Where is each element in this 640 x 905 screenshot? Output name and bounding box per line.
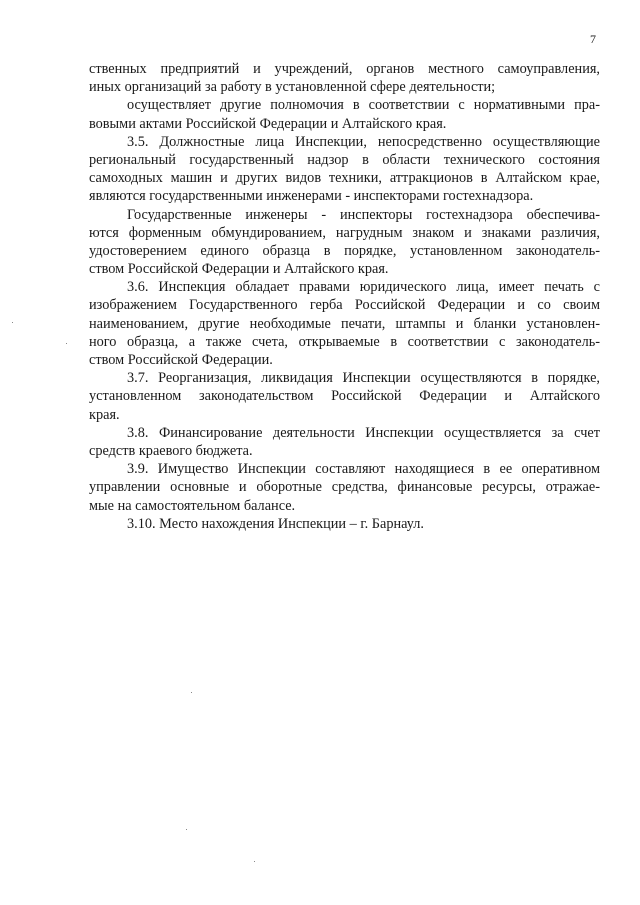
text-line: ственных предприятий и учреждений, органов местного самоуправления, (89, 61, 600, 77)
scan-speck (186, 829, 187, 830)
scan-speck (191, 692, 192, 693)
text-line: 3.9. Имущество Инспекции составляют находящиеся в ее оперативном (127, 461, 600, 478)
text-line: иных организаций за работу в установленной сфере деятельности; (89, 79, 496, 96)
text-line: 3.10. Место нахождения Инспекции – г. Барнаул. (127, 515, 424, 532)
text-line: мые на самостоятельном балансе. (89, 497, 296, 514)
document-body (89, 60, 600, 533)
text-line: Государственные инженеры - инспекторы гостехнадзора обеспечива- (127, 206, 600, 223)
text-line: средств краевого бюджета. (89, 442, 253, 459)
text-line: региональный государственный надзор в области технического состояния (89, 151, 600, 168)
text-line: 3.5. Должностные лица Инспекции, непосредственно осуществляющие (127, 133, 600, 150)
paragraph (89, 424, 600, 460)
text-line: 3.8. Финансирование деятельности Инспекции осуществляется за счет (127, 424, 600, 441)
scan-speck (12, 322, 13, 323)
paragraph (89, 515, 600, 533)
page-number: 7 (590, 32, 596, 46)
text-line: края. (89, 406, 120, 423)
text-line: наименованием, другие необходимые печати, штампы и бланки установлен- (89, 315, 600, 332)
paragraph (89, 133, 600, 206)
text-line: удостоверением единого образца в порядке, установленном законодатель- (89, 242, 600, 259)
text-line: 3.6. Инспекция обладает правами юридического лица, имеет печать с (127, 279, 600, 296)
text-line: ством Российской Федерации. (89, 352, 273, 368)
scan-speck (66, 343, 67, 344)
text-line: установленном законодательством Российской Федерации и Алтайского (89, 388, 600, 405)
text-line: ством Российской Федерации и Алтайского края. (89, 261, 389, 278)
text-line: являются государственными инженерами - инспекторами гостехнадзора. (89, 188, 534, 205)
text-line: осуществляет другие полномочия в соответствии с нормативными пра- (127, 97, 600, 114)
text-line: самоходных машин и других видов техники, аттракционов в Алтайском крае, (89, 170, 600, 187)
paragraph (89, 278, 600, 369)
paragraph (89, 460, 600, 515)
paragraph (89, 96, 600, 132)
text-line: 3.7. Реорганизация, ликвидация Инспекции осуществляются в порядке, (127, 370, 600, 387)
paragraph (89, 206, 600, 279)
paragraph (89, 60, 600, 96)
text-line: ного образца, а также счета, открываемые в соответствии с законодатель- (89, 333, 600, 350)
text-line: ются форменным обмундированием, нагрудным знаком и знаками различия, (89, 224, 600, 241)
text-line: вовыми актами Российской Федерации и Алтайского края. (89, 115, 447, 132)
text-line: изображением Государственного герба Российской Федерации и со своим (89, 297, 600, 314)
paragraph (89, 369, 600, 424)
text-line: управлении основные и оборотные средства, финансовые ресурсы, отражае- (89, 479, 600, 496)
scan-speck (254, 861, 255, 862)
